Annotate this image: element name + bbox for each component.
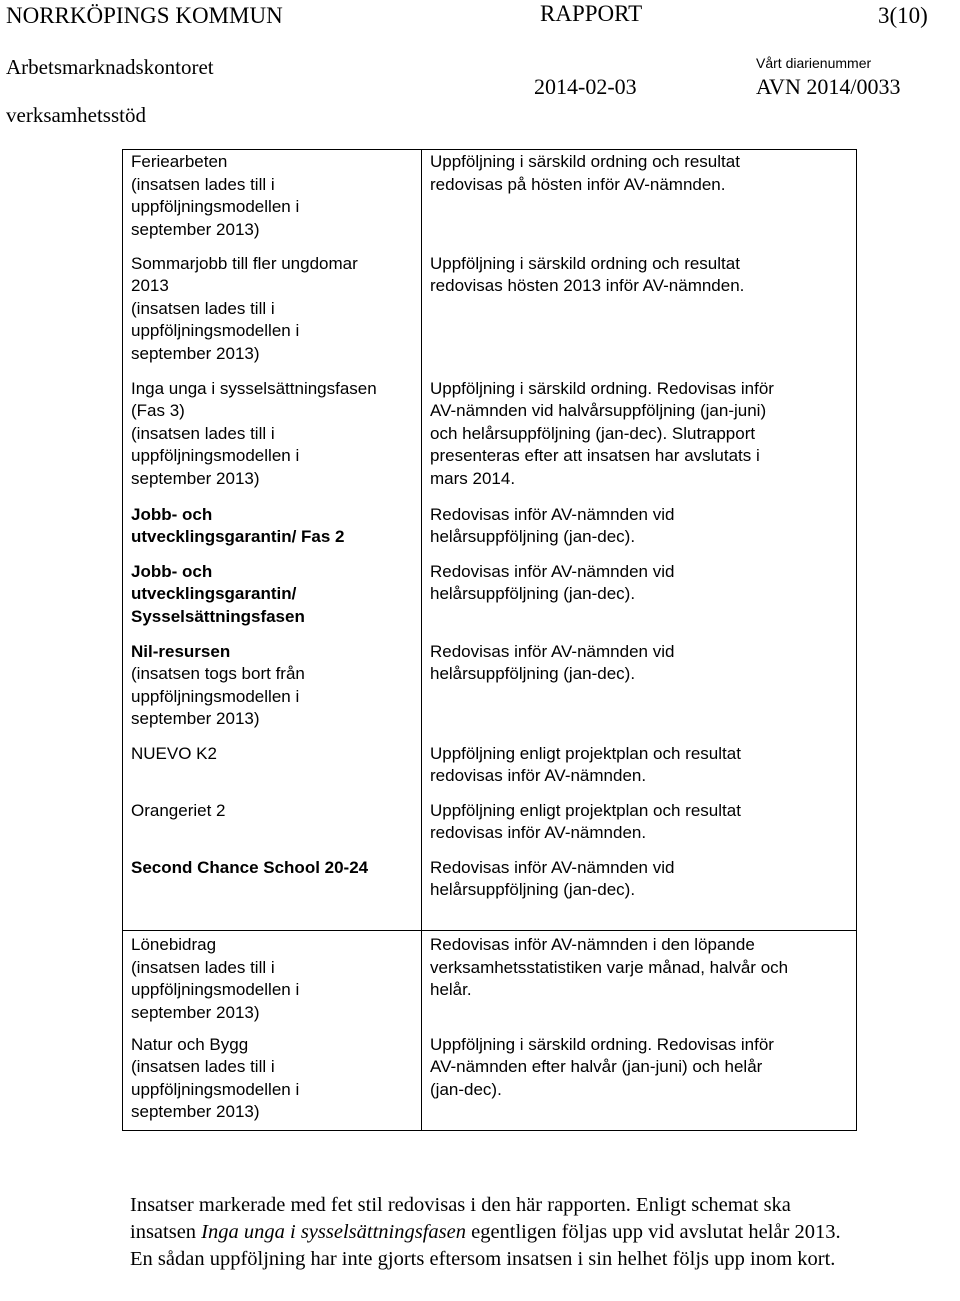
document-type: RAPPORT — [540, 1, 643, 26]
followup-text: Redovisas inför AV-nämnden vid helårsuppföljning (jan-dec). — [430, 504, 675, 546]
followup-text: Uppföljning i särskild ordning och resultat redovisas hösten 2013 inför AV-nämnden. — [430, 253, 745, 295]
measure-cell — [123, 931, 422, 1033]
footer-text-2: egentligen följas upp vid avslutat helår 2013. En sådan uppföljning har inte gjorts eftersom insatsen i sin helhet följs upp inom kort. — [130, 1221, 841, 1270]
measure-text: Second Chance School 20-24 — [131, 857, 369, 877]
page-header — [0, 0, 960, 130]
followup-text: Uppföljning enligt projektplan och resultat redovisas inför AV-nämnden. — [430, 743, 741, 785]
measure-text: Orangeriet 2 — [131, 800, 226, 820]
footer-text-1: Insatser markerade med fet stil redovisas i den här rapporten. Enligt schemat ska insatsen — [130, 1194, 791, 1243]
followup-text: Redovisas inför AV-nämnden i den löpande verksamhetsstatistiken varje månad, halvår och helår. — [430, 935, 789, 999]
diary-number: AVN 2014/0033 — [756, 74, 901, 99]
followup-cell — [422, 252, 857, 377]
measure-text: Lönebidrag (insatsen lades till i uppföljningsmodellen i september 2013) — [131, 935, 300, 1022]
table-row — [123, 798, 857, 855]
diary-number-label: Vårt diarienummer — [756, 55, 872, 71]
measure-text: Sommarjobb till fler ungdomar 2013 (insatsen lades till i uppföljningsmodellen i september 2013) — [131, 253, 358, 363]
table-row — [123, 559, 857, 639]
followup-text: Uppföljning enligt projektplan och resultat redovisas inför AV-nämnden. — [430, 800, 741, 842]
measure-cell — [123, 252, 422, 377]
measure-cell — [123, 559, 422, 639]
followup-cell — [422, 502, 857, 559]
followup-text: Uppföljning i särskild ordning. Redovisas inför AV-nämnden efter halvår (jan-juni) och helår (jan-dec). — [430, 1034, 774, 1099]
department-sub: verksamhetsstöd — [6, 103, 146, 127]
table-row — [123, 1033, 857, 1131]
followup-cell — [422, 931, 857, 1033]
followup-text: Redovisas inför AV-nämnden vid helårsuppföljning (jan-dec). — [430, 857, 675, 899]
measure-text: Jobb- och utvecklingsgarantin/ Sysselsättningsfasen — [131, 561, 305, 626]
measure-cell — [123, 639, 422, 741]
measure-text: Feriearbeten (insatsen lades till i uppföljningsmodellen i september 2013) — [131, 152, 300, 239]
followup-cell — [422, 798, 857, 855]
footer-note — [130, 1192, 860, 1273]
organization-name: NORRKÖPINGS KOMMUN — [6, 3, 283, 28]
table-row — [123, 150, 857, 252]
followup-cell — [422, 559, 857, 639]
table-row — [123, 855, 857, 931]
measure-cell — [123, 855, 422, 931]
measures-table — [122, 149, 857, 1131]
measure-text: Inga unga i sysselsättningsfasen (Fas 3) (insatsen lades till i uppföljningsmodellen i september 2013) — [131, 378, 377, 488]
followup-cell — [422, 377, 857, 502]
measure-cell — [123, 741, 422, 798]
followup-cell — [422, 1033, 857, 1131]
measure-cell — [123, 150, 422, 252]
measure-cell — [123, 798, 422, 855]
measure-text: Jobb- och utvecklingsgarantin/ Fas 2 — [131, 504, 345, 546]
measure-text: (insatsen togs bort från uppföljningsmodellen i september 2013) — [131, 664, 305, 728]
measure-text: NUEVO K2 — [131, 743, 217, 763]
table-row — [123, 377, 857, 502]
followup-text: Redovisas inför AV-nämnden vid helårsuppföljning (jan-dec). — [430, 641, 675, 683]
followup-cell — [422, 639, 857, 741]
page-number: 3(10) — [878, 3, 928, 28]
measure-name: Nil-resursen — [131, 641, 231, 661]
followup-text: Uppföljning i särskild ordning och resultat redovisas på hösten inför AV-nämnden. — [430, 152, 740, 194]
table-row — [123, 502, 857, 559]
footer-italic: Inga unga i sysselsättningsfasen — [201, 1221, 466, 1243]
followup-text: Redovisas inför AV-nämnden vid helårsuppföljning (jan-dec). — [430, 561, 675, 603]
table-row — [123, 741, 857, 798]
measure-cell — [123, 502, 422, 559]
followup-cell — [422, 855, 857, 931]
measure-cell — [123, 377, 422, 502]
table-row — [123, 639, 857, 741]
followup-cell — [422, 150, 857, 252]
measure-text: Natur och Bygg (insatsen lades till i uppföljningsmodellen i september 2013) — [131, 1034, 300, 1121]
document-date: 2014-02-03 — [534, 74, 637, 99]
followup-cell — [422, 741, 857, 798]
table-row — [123, 252, 857, 377]
department-name: Arbetsmarknadskontoret — [6, 55, 214, 79]
measure-cell — [123, 1033, 422, 1131]
table-row — [123, 931, 857, 1033]
followup-text: Uppföljning i särskild ordning. Redovisas inför AV-nämnden vid halvårsuppföljning (jan-juni) och helårsuppföljning (jan-dec). Slutrapport presenteras efter att insatsen har avslutats i mars 2014. — [430, 378, 774, 488]
